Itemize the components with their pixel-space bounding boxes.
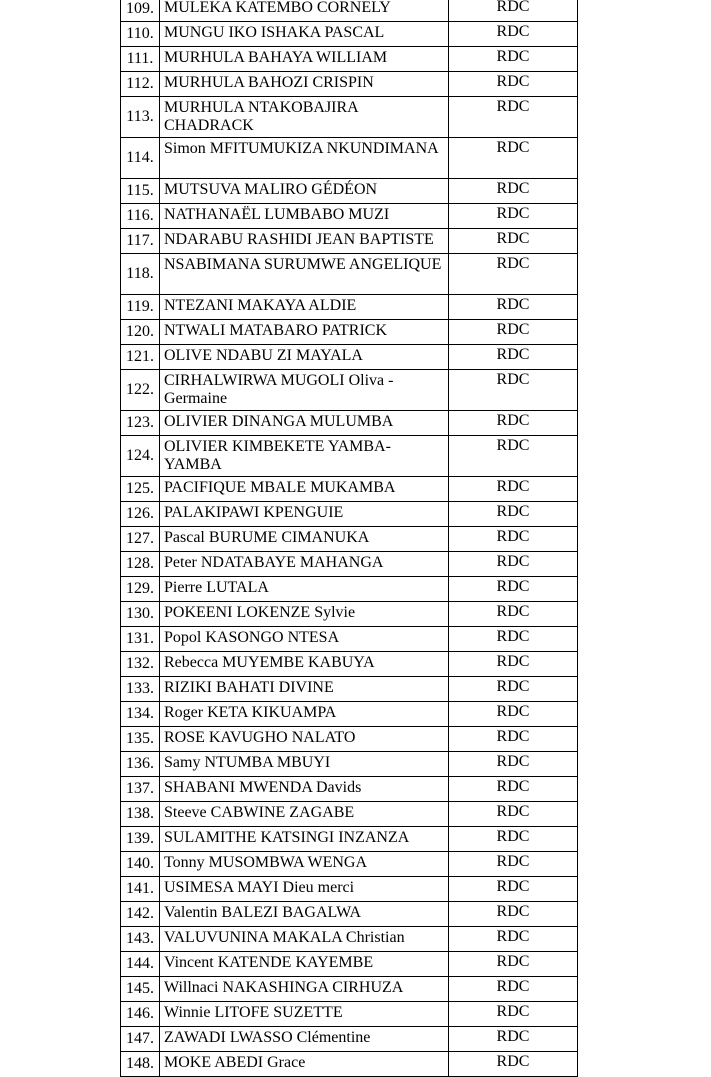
row-number: 125. <box>121 477 160 502</box>
table-row <box>121 677 578 702</box>
table-row <box>121 852 578 877</box>
row-number: 134. <box>121 702 160 727</box>
table-row <box>121 1002 578 1027</box>
participant-country: RDC <box>449 436 578 477</box>
participant-country: RDC <box>449 677 578 702</box>
row-number: 118. <box>121 254 160 295</box>
table-row <box>121 1027 578 1052</box>
participant-country: RDC <box>449 527 578 552</box>
participant-country: RDC <box>449 370 578 411</box>
participant-name: Peter NDATABAYE MAHANGA <box>160 552 449 577</box>
participant-name: VALUVUNINA MAKALA Christian <box>160 927 449 952</box>
participant-country: RDC <box>449 254 578 295</box>
participant-name: MURHULA BAHOZI CRISPIN <box>160 72 449 97</box>
participant-country: RDC <box>449 627 578 652</box>
participant-country: RDC <box>449 320 578 345</box>
table-row <box>121 627 578 652</box>
table-row <box>121 254 578 295</box>
table-row <box>121 370 578 411</box>
participant-country: RDC <box>449 927 578 952</box>
row-number: 117. <box>121 229 160 254</box>
participant-country: RDC <box>449 827 578 852</box>
participant-country: RDC <box>449 952 578 977</box>
participant-name: OLIVE NDABU ZI MAYALA <box>160 345 449 370</box>
participant-name: Rebecca MUYEMBE KABUYA <box>160 652 449 677</box>
participant-country: RDC <box>449 477 578 502</box>
participant-name: USIMESA MAYI Dieu merci <box>160 877 449 902</box>
row-number: 146. <box>121 1002 160 1027</box>
participant-name: SHABANI MWENDA Davids <box>160 777 449 802</box>
participant-country: RDC <box>449 72 578 97</box>
row-number: 138. <box>121 802 160 827</box>
table-row <box>121 138 578 179</box>
participant-name: ROSE KAVUGHO NALATO <box>160 727 449 752</box>
participant-name: ZAWADI LWASSO Clémentine <box>160 1027 449 1052</box>
participant-name: OLIVIER DINANGA MULUMBA <box>160 411 449 436</box>
table-row <box>121 902 578 927</box>
table-row <box>121 204 578 229</box>
participant-name: CIRHALWIRWA MUGOLI Oliva - Germaine <box>160 370 449 411</box>
participant-country: RDC <box>449 179 578 204</box>
participants-table-body <box>121 0 578 1077</box>
participant-country: RDC <box>449 47 578 72</box>
row-number: 119. <box>121 295 160 320</box>
table-row <box>121 802 578 827</box>
table-row <box>121 652 578 677</box>
table-row <box>121 702 578 727</box>
table-row <box>121 477 578 502</box>
participants-table <box>120 0 578 1077</box>
participant-country: RDC <box>449 802 578 827</box>
participant-name: Roger KETA KIKUAMPA <box>160 702 449 727</box>
participant-name: MUNGU IKO ISHAKA PASCAL <box>160 22 449 47</box>
participant-name: Willnaci NAKASHINGA CIRHUZA <box>160 977 449 1002</box>
row-number: 142. <box>121 902 160 927</box>
participant-country: RDC <box>449 22 578 47</box>
participant-name: Simon MFITUMUKIZA NKUNDIMANA <box>160 138 449 179</box>
participant-country: RDC <box>449 877 578 902</box>
participant-name: OLIVIER KIMBEKETE YAMBA-YAMBA <box>160 436 449 477</box>
row-number: 139. <box>121 827 160 852</box>
participant-country: RDC <box>449 97 578 138</box>
row-number: 114. <box>121 138 160 179</box>
row-number: 147. <box>121 1027 160 1052</box>
participant-name: Pascal BURUME CIMANUKA <box>160 527 449 552</box>
participant-name: NATHANAËL LUMBABO MUZI <box>160 204 449 229</box>
row-number: 109. <box>121 0 160 22</box>
participant-country: RDC <box>449 411 578 436</box>
table-row <box>121 0 578 22</box>
participant-name: MOKE ABEDI Grace <box>160 1052 449 1077</box>
participant-country: RDC <box>449 652 578 677</box>
table-row <box>121 552 578 577</box>
table-row <box>121 229 578 254</box>
table-row <box>121 777 578 802</box>
table-row <box>121 179 578 204</box>
participant-country: RDC <box>449 204 578 229</box>
row-number: 111. <box>121 47 160 72</box>
table-row <box>121 436 578 477</box>
participant-name: RIZIKI BAHATI DIVINE <box>160 677 449 702</box>
participant-name: Pierre LUTALA <box>160 577 449 602</box>
row-number: 133. <box>121 677 160 702</box>
participant-name: SULAMITHE KATSINGI INZANZA <box>160 827 449 852</box>
table-row <box>121 752 578 777</box>
row-number: 128. <box>121 552 160 577</box>
participant-name: MURHULA NTAKOBAJIRA CHADRACK <box>160 97 449 138</box>
row-number: 121. <box>121 345 160 370</box>
participant-name: MULEKA KATEMBO CORNELY <box>160 0 449 22</box>
table-row <box>121 320 578 345</box>
row-number: 110. <box>121 22 160 47</box>
table-row <box>121 877 578 902</box>
participant-country: RDC <box>449 777 578 802</box>
row-number: 129. <box>121 577 160 602</box>
participant-country: RDC <box>449 902 578 927</box>
table-row <box>121 1052 578 1077</box>
row-number: 130. <box>121 602 160 627</box>
participant-country: RDC <box>449 1052 578 1077</box>
participant-country: RDC <box>449 229 578 254</box>
participant-country: RDC <box>449 852 578 877</box>
row-number: 115. <box>121 179 160 204</box>
participant-country: RDC <box>449 1002 578 1027</box>
row-number: 116. <box>121 204 160 229</box>
participant-name: PALAKIPAWI KPENGUIE <box>160 502 449 527</box>
participant-name: Vincent KATENDE KAYEMBE <box>160 952 449 977</box>
participant-name: PACIFIQUE MBALE MUKAMBA <box>160 477 449 502</box>
table-row <box>121 295 578 320</box>
row-number: 120. <box>121 320 160 345</box>
participant-name: NDARABU RASHIDI JEAN BAPTISTE <box>160 229 449 254</box>
table-row <box>121 527 578 552</box>
row-number: 123. <box>121 411 160 436</box>
table-row <box>121 97 578 138</box>
participant-country: RDC <box>449 702 578 727</box>
participant-country: RDC <box>449 295 578 320</box>
table-row <box>121 577 578 602</box>
row-number: 143. <box>121 927 160 952</box>
participant-name: Samy NTUMBA MBUYI <box>160 752 449 777</box>
table-row <box>121 952 578 977</box>
table-row <box>121 411 578 436</box>
table-row <box>121 602 578 627</box>
row-number: 124. <box>121 436 160 477</box>
participant-name: Winnie LITOFE SUZETTE <box>160 1002 449 1027</box>
participant-name: POKEENI LOKENZE Sylvie <box>160 602 449 627</box>
participant-country: RDC <box>449 577 578 602</box>
row-number: 122. <box>121 370 160 411</box>
table-row <box>121 727 578 752</box>
table-row <box>121 927 578 952</box>
participant-country: RDC <box>449 1027 578 1052</box>
table-row <box>121 345 578 370</box>
participant-name: Steeve CABWINE ZAGABE <box>160 802 449 827</box>
participant-country: RDC <box>449 552 578 577</box>
table-row <box>121 47 578 72</box>
row-number: 131. <box>121 627 160 652</box>
participant-country: RDC <box>449 727 578 752</box>
participant-country: RDC <box>449 602 578 627</box>
participant-name: Popol KASONGO NTESA <box>160 627 449 652</box>
table-row <box>121 72 578 97</box>
row-number: 136. <box>121 752 160 777</box>
row-number: 132. <box>121 652 160 677</box>
participant-country: RDC <box>449 977 578 1002</box>
participant-country: RDC <box>449 502 578 527</box>
participant-name: NTEZANI MAKAYA ALDIE <box>160 295 449 320</box>
participant-country: RDC <box>449 0 578 22</box>
participant-country: RDC <box>449 345 578 370</box>
row-number: 145. <box>121 977 160 1002</box>
table-row <box>121 502 578 527</box>
row-number: 137. <box>121 777 160 802</box>
row-number: 126. <box>121 502 160 527</box>
participant-name: Valentin BALEZI BAGALWA <box>160 902 449 927</box>
participant-country: RDC <box>449 138 578 179</box>
row-number: 127. <box>121 527 160 552</box>
participant-name: MUTSUVA MALIRO GÉDÉON <box>160 179 449 204</box>
participant-country: RDC <box>449 752 578 777</box>
participant-name: Tonny MUSOMBWA WENGA <box>160 852 449 877</box>
table-row <box>121 827 578 852</box>
row-number: 141. <box>121 877 160 902</box>
row-number: 140. <box>121 852 160 877</box>
table-row <box>121 977 578 1002</box>
table-row <box>121 22 578 47</box>
participant-name: NSABIMANA SURUMWE ANGELIQUE <box>160 254 449 295</box>
row-number: 144. <box>121 952 160 977</box>
row-number: 112. <box>121 72 160 97</box>
participant-name: MURHULA BAHAYA WILLIAM <box>160 47 449 72</box>
row-number: 148. <box>121 1052 160 1077</box>
row-number: 135. <box>121 727 160 752</box>
participant-name: NTWALI MATABARO PATRICK <box>160 320 449 345</box>
row-number: 113. <box>121 97 160 138</box>
